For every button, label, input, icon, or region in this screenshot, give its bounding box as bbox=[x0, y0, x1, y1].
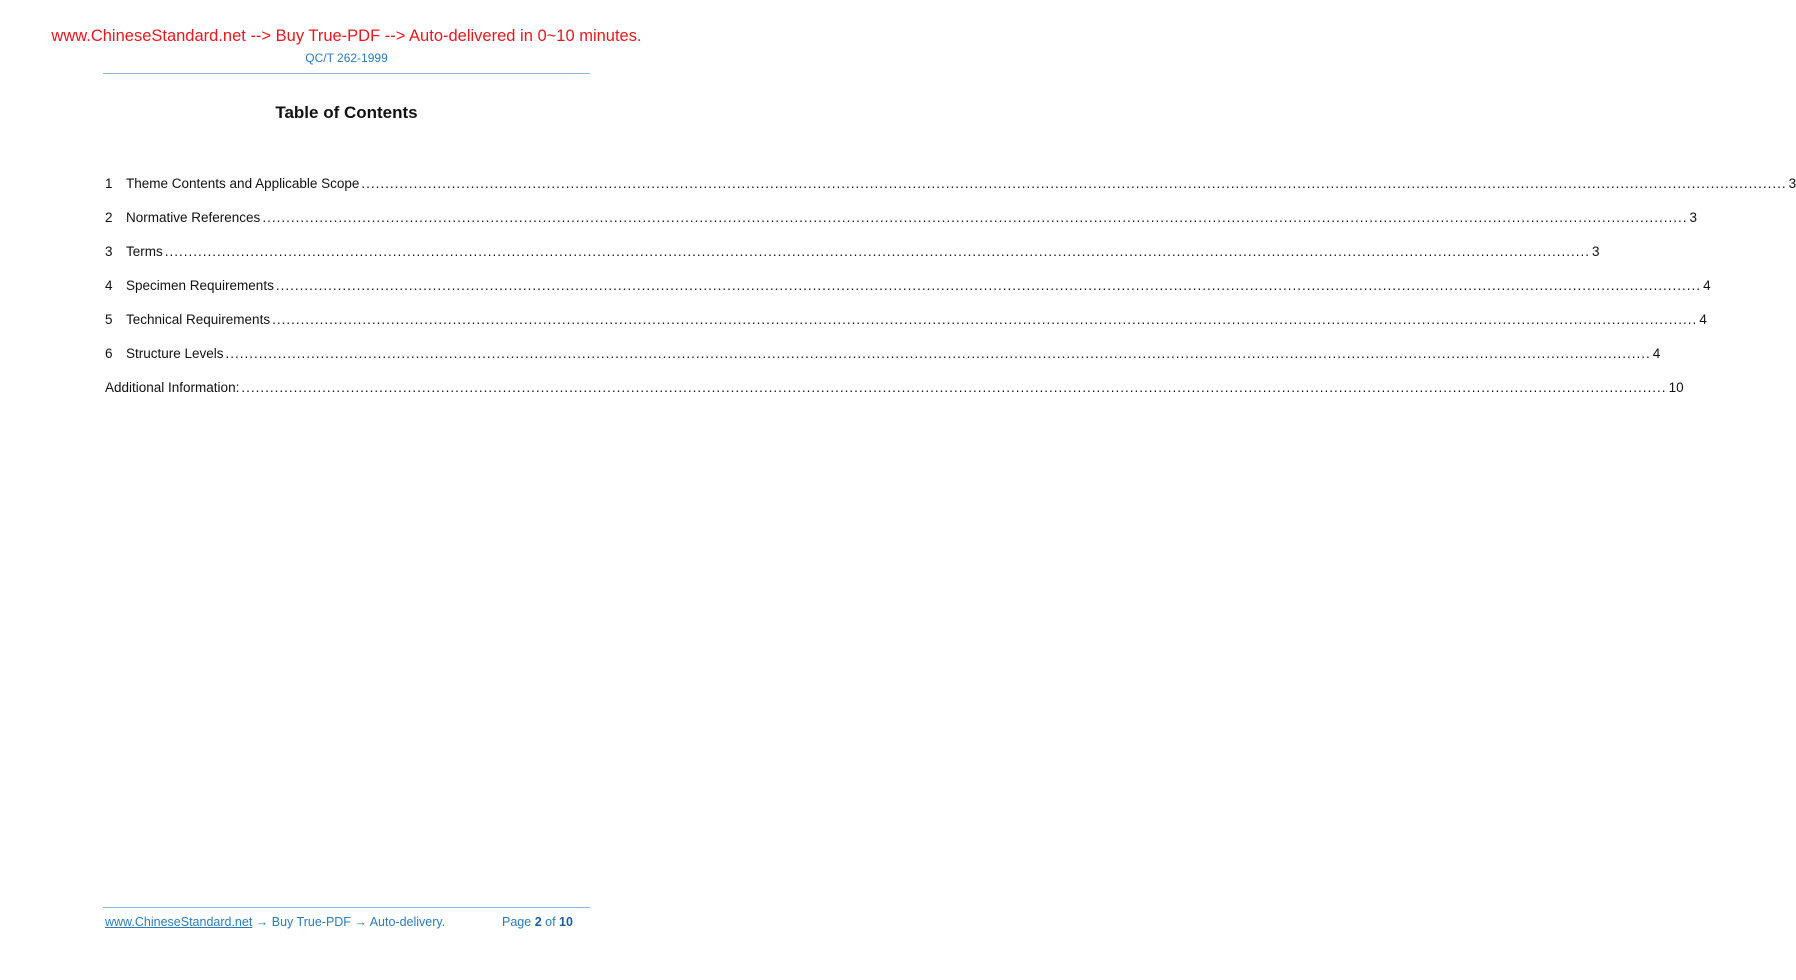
footer-divider bbox=[103, 907, 590, 908]
toc-entry-label: Normative References bbox=[126, 210, 261, 225]
toc-entry-label: Technical Requirements bbox=[126, 312, 271, 327]
toc-entry-label: Theme Contents and Applicable Scope bbox=[126, 176, 360, 191]
toc-entry[interactable] bbox=[105, 194, 1698, 228]
toc-entry-page: 3 bbox=[1689, 210, 1698, 225]
toc-entry-label: Additional Information: bbox=[105, 380, 240, 395]
header-divider bbox=[103, 73, 590, 74]
toc-dot-leader: ............................................................................................................................................................................................................................................................................................................ bbox=[241, 380, 1667, 395]
toc-list bbox=[105, 160, 1796, 398]
toc-title: Table of Contents bbox=[275, 103, 418, 122]
toc-dot-leader: ............................................................................................................................................................................................................................................................................................................ bbox=[225, 346, 1651, 361]
page-total: 10 bbox=[559, 915, 573, 929]
toc-entry-label: Structure Levels bbox=[126, 346, 224, 361]
standard-code: QC/T 262-1999 bbox=[305, 51, 388, 65]
toc-entry-number: 4 bbox=[105, 278, 113, 293]
toc-entry-number: 5 bbox=[105, 312, 113, 327]
toc-entry-page: 3 bbox=[1788, 176, 1796, 191]
footer-site-link[interactable]: www.ChineseStandard.net bbox=[105, 915, 253, 929]
header-banner: www.ChineseStandard.net --> Buy True-PDF --> Auto-delivered in 0~10 minutes. bbox=[51, 27, 642, 45]
toc-entry-number: 6 bbox=[105, 346, 113, 361]
toc-entry-number: 1 bbox=[105, 176, 113, 191]
page-word: Page bbox=[502, 915, 532, 929]
toc-dot-leader: ............................................................................................................................................................................................................................................................................................................ bbox=[275, 278, 1702, 293]
toc-entry-label: Specimen Requirements bbox=[126, 278, 274, 293]
toc-dot-leader: ............................................................................................................................................................................................................................................................................................................ bbox=[361, 176, 1787, 191]
toc-entry[interactable] bbox=[105, 330, 1661, 364]
toc-dot-leader: ............................................................................................................................................................................................................................................................................................................ bbox=[262, 210, 1688, 225]
toc-dot-leader: ............................................................................................................................................................................................................................................................................................................ bbox=[164, 244, 1590, 259]
page-current: 2 bbox=[534, 915, 542, 929]
page-indicator bbox=[502, 915, 573, 929]
toc-entry-additional[interactable] bbox=[105, 364, 1684, 398]
toc-entry-label: Terms bbox=[126, 244, 163, 259]
toc-entry-page: 4 bbox=[1703, 278, 1711, 293]
toc-dot-leader: ............................................................................................................................................................................................................................................................................................................ bbox=[272, 312, 1698, 327]
footer-tagline: → Buy True-PDF → Auto-delivery. bbox=[252, 915, 446, 929]
toc-entry[interactable] bbox=[105, 262, 1711, 296]
footer-left bbox=[105, 915, 445, 929]
page-of: of bbox=[545, 915, 556, 929]
toc-entry[interactable] bbox=[105, 296, 1707, 330]
toc-entry-number: 3 bbox=[105, 244, 113, 259]
toc-entry[interactable] bbox=[105, 160, 1796, 194]
toc-entry-page: 10 bbox=[1668, 380, 1684, 395]
toc-entry[interactable] bbox=[105, 228, 1600, 262]
toc-entry-page: 4 bbox=[1699, 312, 1707, 327]
toc-entry-page: 4 bbox=[1652, 346, 1661, 361]
toc-entry-number: 2 bbox=[105, 210, 113, 225]
toc-entry-page: 3 bbox=[1591, 244, 1600, 259]
